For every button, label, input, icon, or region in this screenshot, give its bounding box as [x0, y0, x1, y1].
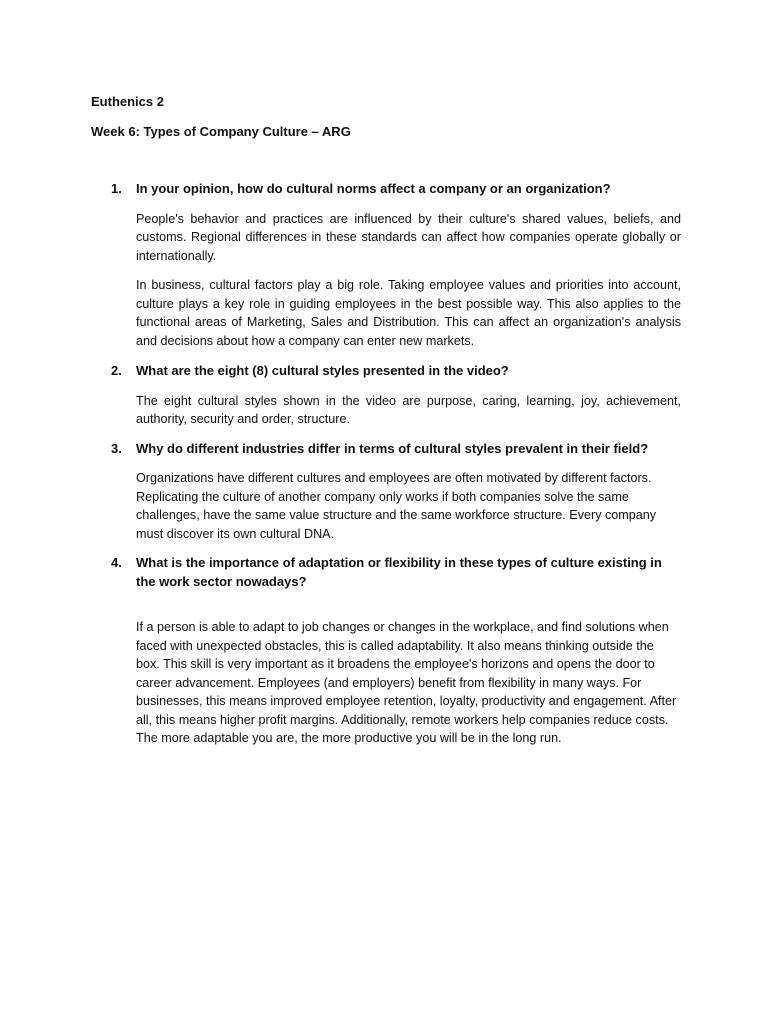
answer-paragraph: Organizations have different cultures and employees are often motivated by different factors. Replicating the culture of another company only works if both companies solve the same challenges, have the same value structure and the same workforce structure. Every company must discover its own cultural DNA. [136, 471, 657, 541]
question-list [91, 180, 681, 748]
document-title: Euthenics 2 [91, 94, 164, 109]
question-number: 2. [111, 363, 122, 378]
document-subtitle: Week 6: Types of Company Culture – ARG [91, 124, 351, 139]
question-text: In your opinion, how do cultural norms affect a company or an organization? [136, 181, 611, 196]
answer-paragraph: In business, cultural factors play a big role. Taking employee values and priorities into account, culture plays a key role in guiding employees in the best possible way. This also applies to the functional areas of Marketing, Sales and Distribution. This can affect an organization's analysis and decisions about how a company can enter new markets. [136, 278, 681, 348]
question-item-2 [91, 362, 681, 429]
question-number: 3. [111, 440, 122, 456]
question-item-3 [91, 440, 681, 544]
answer-paragraph: The eight cultural styles shown in the video are purpose, caring, learning, joy, achievement, authority, security and order, structure. [136, 393, 681, 426]
question-text: What is the importance of adaptation or flexibility in these types of culture existing in the work sector nowadays? [136, 555, 662, 589]
question-text: Why do different industries differ in terms of cultural styles prevalent in their field? [136, 440, 649, 456]
question-item-4 [91, 554, 681, 748]
question-text: What are the eight (8) cultural styles presented in the video? [136, 363, 509, 378]
question-number: 4. [111, 555, 122, 570]
question-number: 1. [111, 181, 122, 196]
question-item-1 [91, 180, 681, 350]
answer-paragraph: People's behavior and practices are influenced by their culture's shared values, beliefs, and customs. Regional differences in these standards can affect how companies operate globally or internationally. [136, 211, 681, 263]
answer-paragraph: If a person is able to adapt to job changes or changes in the workplace, and find solutions when faced with unexpected obstacles, this is called adaptability. It also means thinking outside the box. This skill is very important as it broadens the employee's horizons and opens the door to career advancement. Employees (and employers) benefit from flexibility in many ways. For businesses, this means improved employee retention, loyalty, productivity and engagement. After all, this means higher profit margins. Additionally, remote workers help companies reduce costs. The more adaptable you are, the more productive you will be in the long run. [136, 620, 677, 745]
